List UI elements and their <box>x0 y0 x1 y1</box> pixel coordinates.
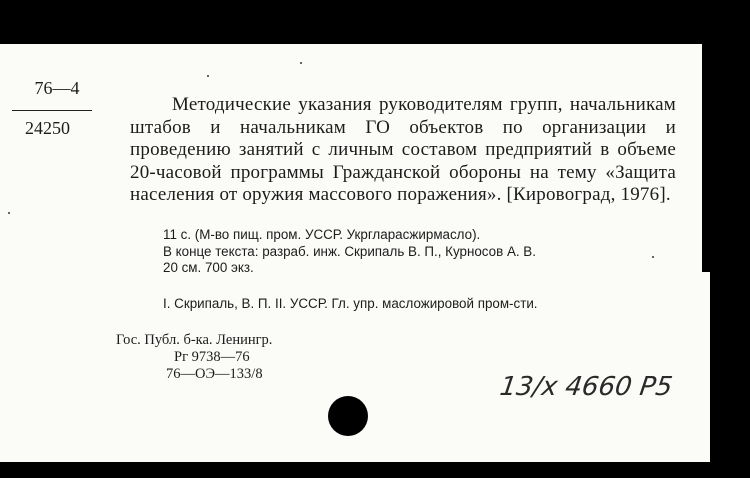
dust-speck <box>207 75 209 77</box>
bibliographic-description <box>130 94 676 207</box>
library-name: Гос. Публ. б-ка. Ленингр. <box>116 332 273 348</box>
imprint-line-pages: 11 с. (М-во пищ. пром. УССР. Укргларасжирмасло). <box>163 227 481 242</box>
card-edge <box>702 272 710 462</box>
main-text: Методические указания руководителям групп, начальникам штабов и начальникам ГО объектов по организации и проведению занятий с личным составом предприятий в объеме 20-часовой программы Гражданской обороны на тему «Защита населения от оружия массового поражения». [Кировоград, 1976]. <box>130 94 676 205</box>
accession-number: 24250 <box>25 118 70 138</box>
library-number: 76—ОЭ—133/8 <box>166 366 263 382</box>
library-stamp <box>116 332 272 383</box>
dust-speck <box>652 256 654 258</box>
tracing-line: I. Скрипаль, В. П. II. УССР. Гл. упр. масложировой пром-сти. <box>163 296 538 311</box>
imprint-block <box>163 227 683 277</box>
imprint-line-authors: В конце текста: разраб. инж. Скрипаль В. П., Курносов А. В. <box>163 243 536 259</box>
classmark-divider <box>12 110 92 111</box>
classmark: 76—4 <box>34 78 80 98</box>
punch-hole <box>328 396 368 436</box>
library-shelfmark: Рг 9738—76 <box>174 349 250 365</box>
dust-speck <box>300 62 302 64</box>
dust-speck <box>8 212 10 214</box>
handwritten-note: 13/х 4660 Р5 <box>497 372 675 402</box>
imprint-line-size: 20 см. 700 экз. <box>163 260 254 275</box>
